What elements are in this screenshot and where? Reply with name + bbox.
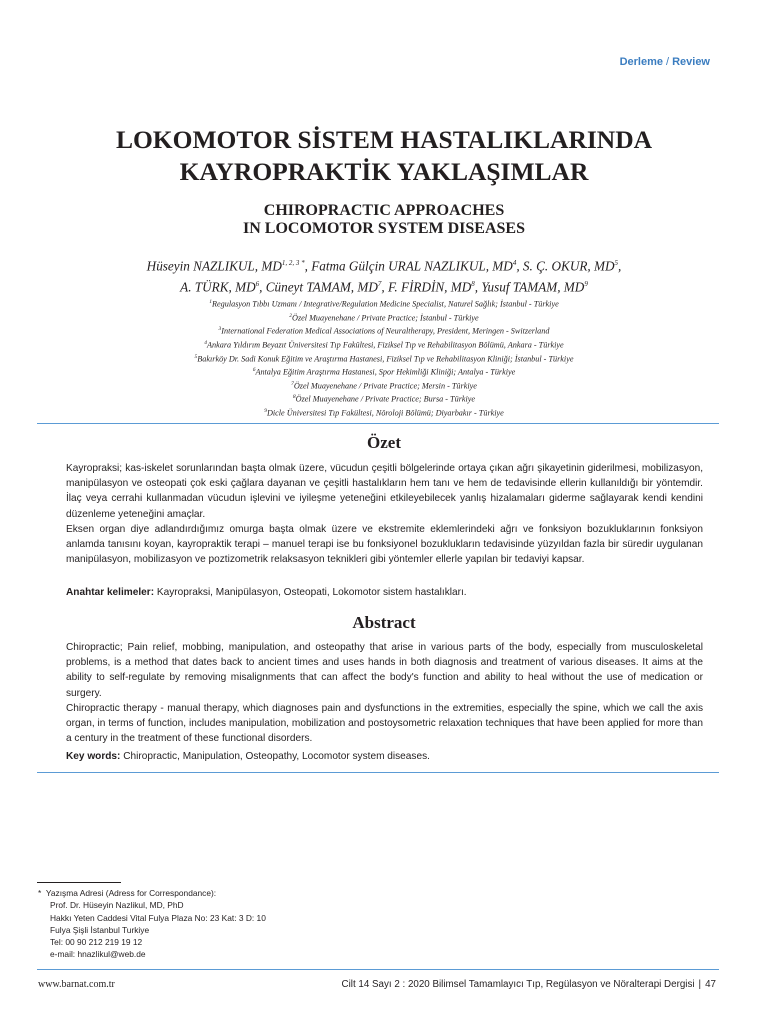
title-tr-line2: KAYROPRAKTİK YAKLAŞIMLAR [179, 157, 589, 186]
title-en-line1: CHIROPRACTIC APPROACHES [263, 202, 505, 219]
footer-separator: | [698, 979, 702, 990]
ozet-keywords [66, 585, 703, 600]
affiliation-text: Bakırköy Dr. Sadi Konuk Eğitim ve Araştırma Hastanesi, Fiziksel Tıp ve Rehabilitasyon Kliniği; İstanbul - Türkiye [197, 354, 574, 364]
affiliation [0, 365, 768, 379]
author: Hüseyin NAZLIKUL, MD [146, 258, 282, 274]
author-list [0, 254, 768, 297]
footnote-rule [37, 882, 121, 883]
affiliation-text: Özel Muayenehane / Private Practice; Bursa - Türkiye [295, 395, 476, 405]
journal-name: Cilt 14 Sayı 2 : 2020 Bilimsel Tamamlayıcı Tıp, Regülasyon ve Nöralterapi Dergisi [341, 979, 695, 990]
affiliation-sup: 7 [291, 380, 294, 387]
affiliation [0, 352, 768, 366]
footer-divider [37, 969, 719, 970]
footnote-label-row [38, 887, 266, 899]
author: A. TÜRK, MD [180, 279, 256, 295]
footnote-line: Fulya Şişli İstanbul Turkiye [50, 924, 150, 935]
author-sep: , [259, 279, 266, 295]
author-affil-sup: 4 [512, 259, 517, 267]
author-sep: , [304, 258, 312, 274]
ozet-paragraph-2: Eksen organ diye adlandırdığımız omurga başta olmak üzere ve ekstremite eklemlerindeki ağrı ve fonksiyon bozukluklarının fonksiyon anlamda tanısını koyan, kayropraktik terapi – manuel terapi ise bu fonksiyonel bozuklukların tedavisinde yüzyıldan fazla bir süredir uygulanan manipülasyon, mobilizasyon ve poztizometrik relaksasyon teknikleri gibi yöntemler ellerle yapılan bir tedaviyi kapsar. [66, 523, 703, 566]
author-line-2 [0, 275, 768, 296]
affiliation-sup: 2 [289, 312, 293, 319]
section-divider [37, 423, 719, 424]
author: Yusuf TAMAM, MD [481, 279, 585, 295]
affiliation-text: Regulasyon Tıbbı Uzmanı / Integrative/Regulation Medicine Specialist, Naturel Sağlık; İstanbul - Türkiye [212, 299, 559, 309]
author-affil-sup: 7 [377, 280, 382, 289]
affiliation [0, 311, 768, 325]
footnote-line: Prof. Dr. Hüseyin Nazlikul, MD, PhD [50, 900, 184, 911]
affiliation [0, 338, 768, 352]
article-type-separator: / [666, 56, 670, 68]
journal-website-link[interactable]: www.barnat.com.tr [38, 979, 115, 990]
abstract-keywords [66, 749, 703, 764]
author: Cüneyt TAMAM, MD [265, 279, 378, 295]
affiliation-text: Özel Muayenehane / Private Practice; Mersin - Türkiye [293, 381, 477, 391]
page-number: 47 [705, 979, 716, 990]
author: Fatma Gülçin URAL NAZLIKUL, MD [311, 258, 513, 274]
ozet-keywords-text: Kayropraksi, Manipülasyon, Osteopati, Lokomotor sistem hastalıkları. [156, 587, 467, 598]
footnote-marker: * [38, 888, 42, 898]
author-sep: , [618, 258, 622, 274]
correspondence-footnote [38, 887, 266, 961]
title-en-line2: IN LOCOMOTOR SYSTEM DISEASES [243, 220, 525, 237]
title-tr-line1: LOKOMOTOR SİSTEM HASTALIKLARINDA [115, 125, 653, 154]
abstract-body [66, 640, 703, 746]
author: F. FİRDİN, MD [388, 279, 472, 295]
affiliation-text: Özel Muayenehane / Private Practice; İstanbul - Türkiye [292, 313, 479, 323]
article-type-tr: Derleme [619, 56, 664, 68]
affiliation [0, 297, 768, 311]
author-affil-sup: 8 [471, 280, 475, 289]
footnote-label: Yazışma Adresi (Adress for Correspondance): [45, 888, 217, 898]
author-line-1 [0, 254, 768, 275]
footnote-line: Tel: 00 90 212 219 19 12 [50, 937, 143, 948]
abstract-paragraph-1: Chiropractic; Pain relief, mobbing, manipulation, and osteopathy that arise in various parts of the body, especially from musculoskeletal problems, is a method that dates back to ancient times and uses hands in both diagnosis and treatment of various diseases. It aims at the ability to self-regulate by removing misalignments that can affect the body's function and ability to heal without the use of medication or surgery. [66, 642, 703, 699]
author-affil-sup: 5 [614, 259, 619, 267]
affiliation-sup: 4 [204, 339, 208, 346]
affiliation-text: International Federation Medical Associations of Neuraltherapy, President, Meringen - Switzerland [221, 327, 550, 337]
affiliation-text: Antalya Eğitim Araştırma Hastanesi, Spor Hekimliği Kliniği; Antalya - Türkiye [255, 367, 516, 377]
ozet-paragraph-1: Kayropraksi; kas-iskelet sorunlarından başta olmak üzere, vücudun çeşitli bölgelerinde ortaya çıkan ağrı şikayetinin giderilmesi, mobilizasyon, manipülasyon ve osteopati çok eski çağlara dayanan ve çeşitli hastalıkların hem tanı ve hem de tedavisinde ellerin kullanıldığı bir yöntemdir. İlaç veya cerrahi kullanmadan vücudun işlevini ve iyileşme yeteneğini etkileyebilecek yanlış hizalamaları giderme sağlayarak kendi kendini düzenleme yeteneğini amaçlar. [66, 463, 703, 520]
author-sep: , [381, 279, 389, 295]
author-affil-sup: 9 [584, 280, 588, 289]
journal-citation [342, 979, 716, 990]
footnote-email[interactable]: e-mail: hnazlikul@web.de [50, 949, 146, 960]
author-affil-sup: 6 [255, 280, 260, 289]
affiliation-sup: 8 [292, 394, 296, 401]
affiliation-sup: 9 [264, 408, 267, 415]
author: S. Ç. OKUR, MD [522, 258, 615, 274]
author-sep: , [474, 279, 482, 295]
affiliation [0, 324, 768, 338]
abstract-paragraph-2: Chiropractic therapy - manual therapy, which diagnoses pain and dysfunctions in the extremities, especially the spine, which we call the axis organ, in terms of function, includes manipulation, mobilization and postoysometric relaxation techniques that have been applied for more than a century in the treatment of these functional disorders. [66, 702, 703, 745]
ozet-heading: Özet [367, 433, 401, 452]
ozet-keywords-label: Anahtar kelimeler: [66, 587, 155, 598]
affiliation-sup: 6 [252, 367, 256, 374]
affiliation [0, 406, 768, 420]
abstract-keywords-label: Key words: [66, 751, 121, 762]
section-divider [37, 772, 719, 773]
affiliation [0, 379, 768, 393]
affiliation-text: Dicle Üniversitesi Tıp Fakültesi, Nöroloji Bölümü; Diyarbakır - Türkiye [266, 408, 504, 418]
affiliation-list [0, 297, 768, 420]
author-affil-sup: 1, 2, 3 * [281, 259, 305, 267]
affiliation-sup: 1 [209, 299, 213, 305]
affiliation [0, 392, 768, 406]
affiliation-sup: 3 [218, 326, 222, 333]
article-type-en: Review [672, 56, 710, 68]
author-sep: , [516, 258, 523, 274]
affiliation-sup: 5 [194, 353, 198, 360]
footnote-line: Hakkı Yeten Caddesi Vital Fulya Plaza No: 23 Kat: 3 D: 10 [50, 912, 266, 923]
title-english [0, 202, 768, 238]
abstract-heading: Abstract [352, 613, 416, 632]
abstract-keywords-text: Chiropractic, Manipulation, Osteopathy, Locomotor system diseases. [123, 751, 430, 762]
article-type-tag [620, 56, 710, 68]
ozet-body [66, 461, 703, 567]
affiliation-text: Ankara Yıldırım Beyazıt Üniversitesi Tıp Fakültesi, Fiziksel Tıp ve Rehabilitasyon Bölümü, Ankara - Türkiye [207, 340, 564, 350]
title-turkish [0, 124, 768, 188]
